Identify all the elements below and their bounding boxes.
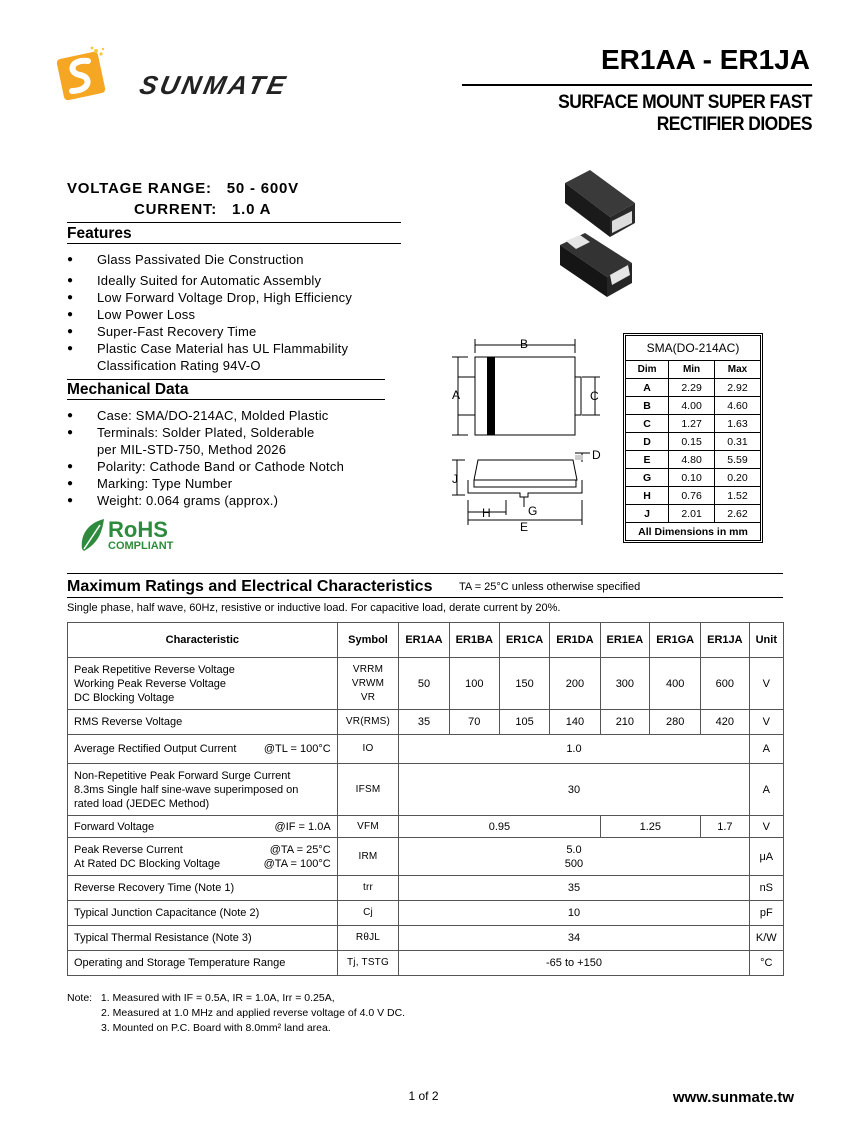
value-cell: 420 [701, 710, 749, 735]
unit-cell: nS [749, 876, 783, 901]
electrical-characteristics-table [67, 622, 784, 976]
voltage-range-value: 50 - 600V [226, 180, 299, 197]
value-cell: 280 [650, 710, 701, 735]
dim-label-d: D [592, 448, 601, 462]
features-list [67, 251, 407, 374]
symbol-cell: Tj, TSTG [337, 951, 399, 976]
symbol-cell: IRM [337, 838, 399, 876]
value-cell: 100 [449, 658, 499, 710]
current-line [134, 201, 271, 218]
dim-label-g: G [528, 504, 538, 518]
column-header: Min [669, 361, 715, 379]
symbol-cell: VRRM VRWM VR [337, 658, 399, 710]
symbol-cell: trr [337, 876, 399, 901]
value-cell: 1.0 [399, 735, 749, 764]
note-line: 3. Mounted on P.C. Board with 8.0mm² land area. [101, 1022, 331, 1034]
divider [67, 597, 783, 598]
table-row [626, 505, 761, 523]
value-cell: 34 [399, 926, 749, 951]
characteristic-cell: Peak Reverse Current @TA = 25°C At Rated DC Blocking Voltage @TA = 100°C [68, 838, 338, 876]
current-value: 1.0 A [231, 201, 272, 218]
table-row [626, 469, 761, 487]
value-cell: 5.0 500 [399, 838, 749, 876]
min-cell: 0.76 [669, 487, 715, 505]
symbol-cell: VFM [337, 816, 399, 838]
column-header: ER1EA [600, 623, 650, 658]
column-header: ER1CA [499, 623, 549, 658]
table-row [626, 433, 761, 451]
features-heading: Features [67, 225, 132, 242]
divider [67, 243, 401, 244]
table-row [626, 397, 761, 415]
package-photo-icon [550, 165, 650, 305]
list-item: ● Ideally Suited for Automatic Assembly [67, 272, 407, 289]
min-cell: 4.80 [669, 451, 715, 469]
dim-cell: C [626, 415, 669, 433]
ratings-note: Single phase, half wave, 60Hz, resistive or inductive load. For capacitive load, derate current by 20%. [67, 602, 561, 614]
characteristic-cell: Operating and Storage Temperature Range [68, 951, 338, 976]
list-item: ● Super-Fast Recovery Time [67, 323, 407, 340]
symbol-cell: Cj [337, 901, 399, 926]
characteristic-cell: Forward Voltage @IF = 1.0A [68, 816, 338, 838]
value-cell: 10 [399, 901, 749, 926]
value-cell: 150 [499, 658, 549, 710]
dim-cell: B [626, 397, 669, 415]
symbol-cell: IO [337, 735, 399, 764]
dim-label-c: C [590, 389, 599, 403]
list-item: ● Low Power Loss [67, 306, 407, 323]
part-number-range: ER1AA - ER1JA [600, 44, 810, 75]
dim-label-b: B [520, 337, 529, 351]
characteristic-cell: Reverse Recovery Time (Note 1) [68, 876, 338, 901]
value-cell: 300 [600, 658, 650, 710]
column-header: Dim [626, 361, 669, 379]
unit-cell: K/W [749, 926, 783, 951]
table-row [626, 451, 761, 469]
unit-cell: °C [749, 951, 783, 976]
symbol-cell: VR(RMS) [337, 710, 399, 735]
value-cell: 400 [650, 658, 701, 710]
max-cell: 0.20 [715, 469, 761, 487]
min-cell: 2.01 [669, 505, 715, 523]
value-cell: 50 [399, 658, 449, 710]
max-cell: 2.62 [715, 505, 761, 523]
value-cell: 210 [600, 710, 650, 735]
voltage-range-label: VOLTAGE RANGE: [67, 180, 212, 197]
min-cell: 0.10 [669, 469, 715, 487]
dimension-table-frame [623, 333, 763, 543]
value-cell: 200 [550, 658, 600, 710]
table-row [68, 838, 784, 876]
document-subtitle: SURFACE MOUNT SUPER FAST RECTIFIER DIODES [558, 92, 812, 135]
table-row [626, 415, 761, 433]
min-cell: 1.27 [669, 415, 715, 433]
min-cell: 0.15 [669, 433, 715, 451]
dim-label-e: E [520, 520, 529, 534]
unit-cell: pF [749, 901, 783, 926]
column-header: Unit [749, 623, 783, 658]
characteristic-cell: Typical Junction Capacitance (Note 2) [68, 901, 338, 926]
column-header: ER1AA [399, 623, 449, 658]
column-header: Symbol [337, 623, 399, 658]
divider [67, 222, 401, 223]
dim-cell: D [626, 433, 669, 451]
page-number: 1 of 2 [408, 1089, 439, 1103]
note-line: 2. Measured at 1.0 MHz and applied reverse voltage of 4.0 V DC. [101, 1007, 406, 1019]
table-row [68, 710, 784, 735]
voltage-range-line [67, 180, 299, 197]
table-row [626, 379, 761, 397]
unit-cell: μA [749, 838, 783, 876]
mechanical-heading: Mechanical Data [67, 381, 189, 398]
brand-wordmark: SUNMATE [136, 70, 291, 100]
rohs-compliant-icon [78, 515, 188, 555]
list-item: ● Polarity: Cathode Band or Cathode Notch [67, 458, 397, 475]
unit-cell: V [749, 816, 783, 838]
value-cell: 70 [449, 710, 499, 735]
table-row [68, 901, 784, 926]
max-cell: 4.60 [715, 397, 761, 415]
max-cell: 0.31 [715, 433, 761, 451]
list-item: ● Plastic Case Material has UL Flammability Classification Rating 94V-O [67, 340, 367, 374]
table-row [68, 816, 784, 838]
ratings-heading: Maximum Ratings and Electrical Characteristics [67, 578, 433, 595]
value-cell: 600 [701, 658, 749, 710]
table-row [68, 926, 784, 951]
min-cell: 4.00 [669, 397, 715, 415]
characteristic-cell: Non-Repetitive Peak Forward Surge Current 8.3ms Single half sine-wave superimposed on rated load (JEDEC Method) [68, 764, 338, 816]
unit-cell: A [749, 764, 783, 816]
divider [67, 379, 385, 380]
column-header: ER1DA [550, 623, 600, 658]
mechanical-list [67, 407, 397, 509]
notes-block [67, 991, 405, 1036]
table-row [68, 764, 784, 816]
dim-cell: G [626, 469, 669, 487]
divider [67, 399, 385, 400]
divider [67, 573, 783, 574]
ratings-condition: TA = 25°C unless otherwise specified [459, 581, 641, 593]
dim-label-a: A [452, 388, 461, 402]
list-item: ● Weight: 0.064 grams (approx.) [67, 492, 397, 509]
value-cell: 1.25 [600, 816, 701, 838]
list-item: ● Marking: Type Number [67, 475, 397, 492]
max-cell: 1.52 [715, 487, 761, 505]
column-header: ER1BA [449, 623, 499, 658]
table-row [68, 658, 784, 710]
column-header: Characteristic [68, 623, 338, 658]
column-header: ER1JA [701, 623, 749, 658]
dimension-table [625, 335, 761, 541]
dimension-table-footer: All Dimensions in mm [626, 523, 761, 541]
characteristic-cell: Typical Thermal Resistance (Note 3) [68, 926, 338, 951]
column-header: ER1GA [650, 623, 701, 658]
value-cell: 105 [499, 710, 549, 735]
rohs-subtitle: COMPLIANT [108, 540, 174, 552]
table-row [626, 487, 761, 505]
value-cell: 140 [550, 710, 600, 735]
max-cell: 1.63 [715, 415, 761, 433]
sunmate-logo-icon [50, 45, 110, 105]
value-cell: 35 [399, 876, 749, 901]
value-cell: 1.7 [701, 816, 749, 838]
package-outline-drawing [440, 335, 610, 535]
header-divider [462, 84, 812, 86]
current-label: CURRENT: [134, 201, 218, 218]
table-row [68, 876, 784, 901]
dim-cell: H [626, 487, 669, 505]
value-cell: -65 to +150 [399, 951, 749, 976]
notes-label: Note: [67, 992, 93, 1004]
dim-cell: J [626, 505, 669, 523]
max-cell: 5.59 [715, 451, 761, 469]
dim-cell: E [626, 451, 669, 469]
unit-cell: V [749, 658, 783, 710]
dim-cell: A [626, 379, 669, 397]
characteristic-cell: Average Rectified Output Current @TL = 100°C [68, 735, 338, 764]
min-cell: 2.29 [669, 379, 715, 397]
column-header: Max [715, 361, 761, 379]
max-cell: 2.92 [715, 379, 761, 397]
dimension-table-caption: SMA(DO-214AC) [626, 336, 761, 361]
value-cell: 35 [399, 710, 449, 735]
note-line: Note: 1. Measured with IF = 0.5A, IR = 1.0A, Irr = 0.25A, [67, 992, 335, 1004]
characteristic-cell: RMS Reverse Voltage [68, 710, 338, 735]
table-row [68, 951, 784, 976]
table-row [68, 735, 784, 764]
value-cell: 0.95 [399, 816, 600, 838]
list-item: ● Case: SMA/DO-214AC, Molded Plastic [67, 407, 397, 424]
list-item: ● Low Forward Voltage Drop, High Efficiency [67, 289, 407, 306]
dim-label-h: H [482, 506, 491, 520]
list-item: ● Terminals: Solder Plated, Solderable per MIL-STD-750, Method 2026 [67, 424, 337, 458]
symbol-cell: IFSM [337, 764, 399, 816]
unit-cell: A [749, 735, 783, 764]
value-cell: 30 [399, 764, 749, 816]
unit-cell: V [749, 710, 783, 735]
list-item: ● Glass Passivated Die Construction [67, 251, 407, 268]
characteristic-cell: Peak Repetitive Reverse Voltage Working Peak Reverse Voltage DC Blocking Voltage [68, 658, 338, 710]
rohs-title: RoHS [108, 517, 168, 542]
website-link[interactable]: www.sunmate.tw [672, 1089, 794, 1106]
symbol-cell: RθJL [337, 926, 399, 951]
dim-label-j: J [452, 472, 458, 486]
